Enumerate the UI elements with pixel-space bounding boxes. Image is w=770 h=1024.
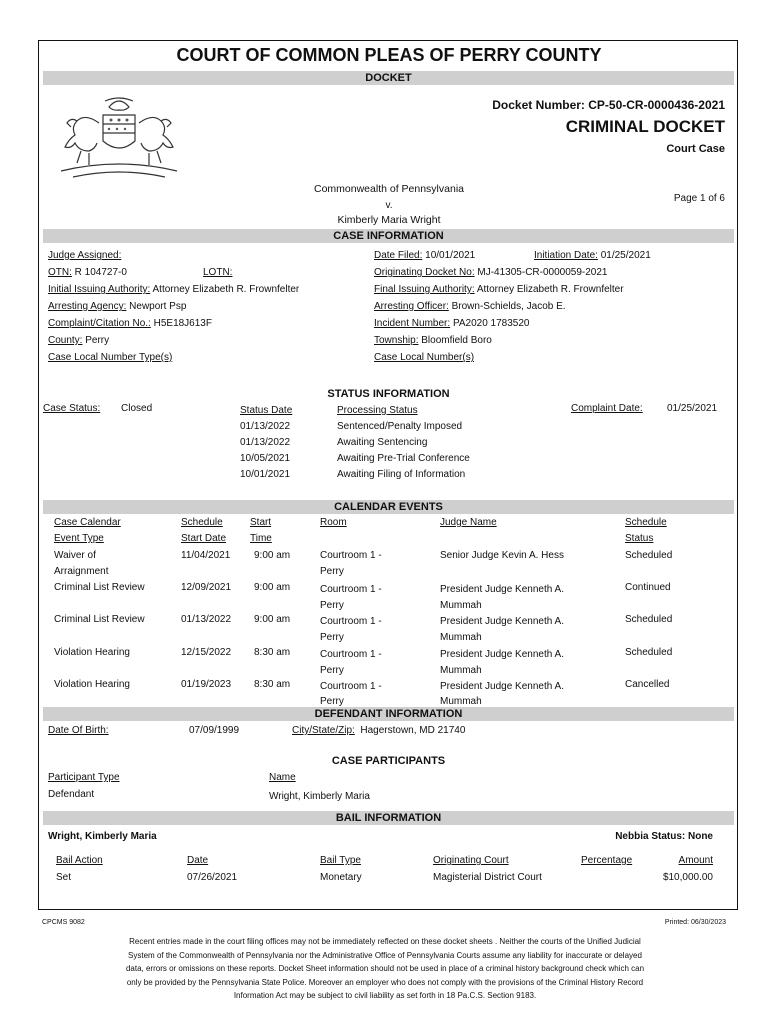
court-title: COURT OF COMMON PLEAS OF PERRY COUNTY [176, 45, 602, 65]
nebbia-status: Nebbia Status: None [615, 831, 713, 842]
event-judge-cont: Mummah [440, 600, 482, 611]
event-room: Courtroom 1 - [320, 649, 382, 660]
docket-page [38, 40, 738, 910]
col-room: Room [320, 517, 347, 528]
event-room-cont: Perry [320, 665, 344, 676]
initial-issuing-authority: Initial Issuing Authority: Attorney Elizabeth R. Frownfelter [48, 284, 300, 295]
docket-bar: DOCKET [43, 71, 734, 85]
page-number: Page 1 of 6 [673, 193, 725, 204]
lotn-label: LOTN: [203, 267, 233, 278]
docket-number: Docket Number: CP-50-CR-0000436-2021 [492, 98, 725, 112]
event-room: Courtroom 1 - [320, 584, 382, 595]
participant-name-label: Name [269, 772, 296, 783]
case-status-label: Case Status: [43, 403, 101, 414]
printed-date: Printed: 06/30/2023 [664, 919, 726, 926]
case-information-bar: CASE INFORMATION [43, 229, 734, 243]
case-participants-bar: CASE PARTICIPANTS [331, 755, 446, 767]
event-type: Waiver of [54, 550, 96, 561]
event-status: Cancelled [625, 679, 670, 690]
event-judge: President Judge Kenneth A. [440, 616, 564, 627]
disclaimer-line: System of the Commonwealth of Pennsylvania nor the Administrative Office of Pennsylvania Courts assume any liability for inaccurate or delayed [128, 950, 642, 960]
processing-status-label: Processing Status [337, 405, 418, 416]
calendar-events-bar: CALENDAR EVENTS [43, 500, 734, 514]
defendant-information-bar: DEFENDANT INFORMATION [43, 707, 734, 721]
status-row-date: 10/01/2021 [240, 469, 291, 480]
event-date: 11/04/2021 [181, 550, 231, 561]
dob-label: Date Of Birth: [48, 725, 109, 736]
col-event-type-2: Event Type [54, 533, 104, 544]
status-information-bar: STATUS INFORMATION [327, 388, 450, 400]
event-type: Violation Hearing [54, 679, 130, 690]
percentage-label: Percentage [581, 855, 633, 866]
complaint-citation: Complaint/Citation No.: H5E18J613F [48, 318, 212, 329]
event-judge-cont: Mummah [440, 632, 482, 643]
status-row-date: 01/13/2022 [240, 421, 291, 432]
col-schedule-2: Start Date [181, 533, 227, 544]
event-date: 01/19/2023 [181, 679, 232, 690]
event-status: Scheduled [625, 550, 673, 561]
caption-versus: v. [385, 200, 393, 211]
status-row-status: Awaiting Pre-Trial Conference [337, 453, 470, 464]
col-schedule-1: Schedule [181, 517, 223, 528]
event-status: Scheduled [625, 614, 673, 625]
event-type: Criminal List Review [54, 614, 145, 625]
city-state-zip: City/State/Zip: Hagerstown, MD 21740 [292, 725, 466, 736]
court-case-label: Court Case [666, 143, 725, 155]
initiation-date: Initiation Date: 01/25/2021 [534, 250, 651, 261]
participant-type-label: Participant Type [48, 772, 120, 783]
col-start-2: Time [250, 533, 272, 544]
township: Township: Bloomfield Boro [374, 335, 492, 346]
event-date: 01/13/2022 [181, 614, 232, 625]
event-room-cont: Perry [320, 632, 344, 643]
bail-type-label: Bail Type [320, 855, 361, 866]
status-row-date: 01/13/2022 [240, 437, 291, 448]
dob-value: 07/09/1999 [189, 725, 240, 736]
disclaimer-line: only be provided by the Pennsylvania State Police. Moreover an employer who does not comply with the provisions of the Criminal History Record [126, 977, 644, 987]
participant-name: Wright, Kimberly Maria [269, 791, 370, 802]
col-event-type-1: Case Calendar [54, 517, 121, 528]
disclaimer [80, 935, 690, 1003]
bail-amount: $10,000.00 [662, 872, 713, 883]
event-time: 9:00 am [254, 582, 291, 593]
event-judge: President Judge Kenneth A. [440, 584, 564, 595]
event-time: 9:00 am [254, 614, 291, 625]
otn: OTN: R 104727-0 [48, 267, 127, 278]
incident-number: Incident Number: PA2020 1783520 [374, 318, 530, 329]
arresting-officer: Arresting Officer: Brown-Schields, Jacob E. [374, 301, 566, 312]
bail-type: Monetary [320, 872, 362, 883]
bail-person: Wright, Kimberly Maria [48, 831, 157, 842]
docket-type: CRIMINAL DOCKET [565, 117, 725, 136]
event-time: 9:00 am [254, 550, 291, 561]
originating-court: Magisterial District Court [433, 872, 542, 883]
status-row-status: Awaiting Filing of Information [337, 469, 466, 480]
event-room-cont: Perry [320, 566, 344, 577]
bail-date-label: Date [187, 855, 209, 866]
bail-action-label: Bail Action [56, 855, 103, 866]
originating-docket: Originating Docket No: MJ-41305-CR-0000059-2021 [374, 267, 608, 278]
originating-court-label: Originating Court [433, 855, 509, 866]
col-status-1: Schedule [625, 517, 667, 528]
form-id: CPCMS 9082 [42, 919, 85, 926]
col-status-2: Status [625, 533, 654, 544]
county: County: Perry [48, 335, 110, 346]
event-type-cont: Arraignment [54, 566, 109, 577]
status-row-status: Awaiting Sentencing [337, 437, 428, 448]
event-judge-cont: Mummah [440, 696, 482, 707]
event-judge: President Judge Kenneth A. [440, 649, 564, 660]
event-room: Courtroom 1 - [320, 616, 382, 627]
event-time: 8:30 am [254, 647, 291, 658]
event-room: Courtroom 1 - [320, 550, 382, 561]
amount-label: Amount [678, 855, 713, 866]
date-filed: Date Filed: 10/01/2021 [374, 250, 476, 261]
bail-information-bar: BAIL INFORMATION [43, 811, 734, 825]
event-date: 12/09/2021 [181, 582, 232, 593]
arresting-agency: Arresting Agency: Newport Psp [48, 301, 187, 312]
event-time: 8:30 am [254, 679, 291, 690]
status-row-date: 10/05/2021 [240, 453, 291, 464]
caption-defendant: Kimberly Maria Wright [337, 214, 441, 226]
event-date: 12/15/2022 [181, 647, 232, 658]
disclaimer-line: Recent entries made in the court filing offices may not be immediately reflected on these docket sheets . Neither the courts of the Unified Judicial [129, 937, 641, 946]
bail-action: Set [56, 872, 72, 883]
event-judge-cont: Mummah [440, 665, 482, 676]
judge-assigned-label: Judge Assigned: [48, 250, 122, 261]
participant-type: Defendant [48, 789, 95, 800]
case-local-number-label: Case Local Number(s) [374, 352, 475, 363]
status-row-status: Sentenced/Penalty Imposed [337, 421, 463, 432]
disclaimer-line: data, errors or omissions on these reports. Docket Sheet information should not be used in place of a criminal history background check which can [125, 964, 645, 973]
col-start-1: Start [250, 517, 272, 528]
col-judge-name: Judge Name [440, 517, 497, 528]
caption-plaintiff: Commonwealth of Pennsylvania [314, 183, 464, 195]
event-type: Criminal List Review [54, 582, 145, 593]
pennsylvania-seal-icon [51, 93, 187, 181]
event-status: Continued [625, 582, 671, 593]
final-issuing-authority: Final Issuing Authority: Attorney Elizabeth R. Frownfelter [374, 284, 624, 295]
case-local-number-type-label: Case Local Number Type(s) [48, 352, 173, 363]
event-judge: President Judge Kenneth A. [440, 681, 564, 692]
case-status-value: Closed [121, 403, 153, 414]
event-status: Scheduled [625, 647, 673, 658]
event-room-cont: Perry [320, 696, 344, 707]
event-judge: Senior Judge Kevin A. Hess [440, 550, 564, 561]
complaint-date-value: 01/25/2021 [667, 403, 718, 414]
event-room: Courtroom 1 - [320, 681, 382, 692]
event-type: Violation Hearing [54, 647, 130, 658]
status-date-label: Status Date [240, 405, 293, 416]
complaint-date-label: Complaint Date: [571, 403, 643, 414]
disclaimer-line: Information Act may be subject to civil liability as set forth in 18 Pa.C.S. Section 9183. [233, 991, 537, 1000]
event-room-cont: Perry [320, 600, 344, 611]
bail-date: 07/26/2021 [187, 872, 238, 883]
